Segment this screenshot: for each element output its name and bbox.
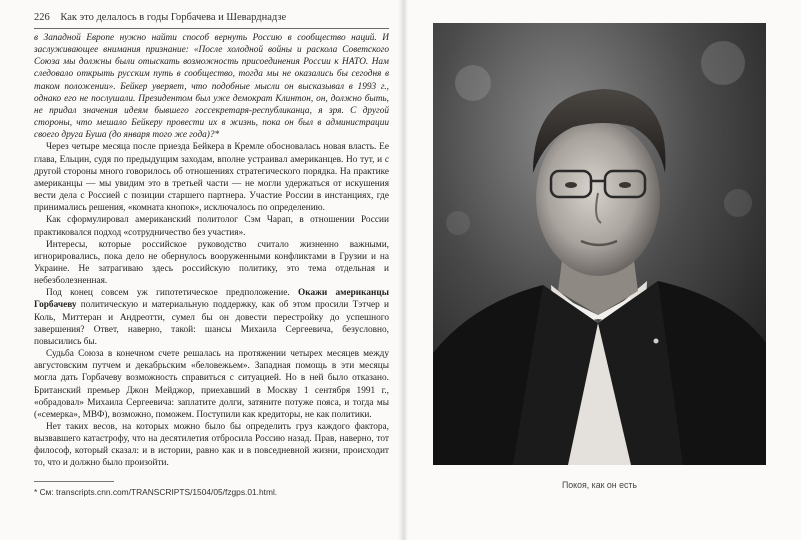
- portrait-photo: [433, 23, 766, 465]
- footnote-rule: [34, 481, 114, 482]
- right-page: [405, 0, 801, 540]
- paragraph-2: Через четыре месяца после приезда Бейкера в Кремле обосновалась новая власть. Ее глава, Ельцин, судя по предыдущим заходам, вполне устраивал американцев. Но тут, и с другой стороны много говорилось об отношениях стратегического порядка. На практике американцы — мы увидим это в третьей части — не могли удержаться от искушения вести дела с Россией с позиции старшего партнера. Участие России в инстанциях, где принимались решения, «комната кнопок», исключалось по определению.: [34, 142, 389, 214]
- paragraph-5-start: Под конец совсем уж гипотетическое предположение.: [46, 288, 299, 299]
- paragraph-3: Как сформулировал американский политолог Сэм Чарап, в отношении России практиковался подход «сотрудничество без участия».: [34, 215, 389, 238]
- paragraph-4: Интересы, которые российское руководство считало жизненно важными, игнорировались, пока дело не обернулось вооруженными конфликтами в Грузии и на Украине. Не затрагиваю здесь российскую политику, это тема отдельная и небезболезненная.: [34, 239, 389, 287]
- page-number: 226: [34, 12, 50, 23]
- footnote: * См: transcripts.cnn.com/TRANSCRIPTS/1504/05/fzgps.01.html.: [34, 487, 278, 497]
- paragraph-6: Судьба Союза в конечном счете решалась на протяжении четырех месяцев между августовским путчем и декабрьским «беловежьем». Западная помощь в эти месяцы могла дать Горбачеву возможность справиться с ситуацией. Но в ней было отказано. Британский премьер Джон Мейджор, приехавший в Москву 1 сентября 1991 г., «обрадовал» Михаила Сергеевича: заплатите долги, затяните потуже пояса, и тогда мы («семерка», МВФ), возможно, поможем. Поступили как кредиторы, не как политики.: [34, 349, 389, 420]
- running-head-title: Как это делалось в годы Горбачева и Шеварднадзе: [60, 12, 287, 23]
- running-head: [34, 12, 394, 23]
- photo-caption: Покоя, как он есть: [561, 480, 638, 490]
- portrait-illustration: [433, 23, 766, 465]
- body-text: [34, 32, 389, 470]
- paragraph-5-end: политическую и материальную поддержку, как об этом просили Тэтчер и Коль, Миттеран и Андреотти, сумел бы он довести перестройку до успешного завершения? Ответ, наверно, такой: шансы Михаила Сергеевича, безусловно, повысились бы.: [34, 300, 389, 347]
- paragraph-7: Нет таких весов, на которых можно было бы определить груз каждого фактора, вызвавшего катастрофу, что на десятилетия отбросила Россию назад. Прав, наверно, тот философ, который сказал: и в истории, равно как и в повседневной жизни, происходит то, что и должно было произойти.: [34, 422, 389, 469]
- paragraph-5: [34, 287, 389, 348]
- left-page: [0, 0, 400, 540]
- paragraph-5-bold: Окажи американцы Горбачеву: [34, 288, 389, 311]
- paragraph-1: в Западной Европе нужно найти способ вернуть Россию в сообщество наций. И заслуживающее внимания признание: «После холодной войны и раскола Советского Союза мы должны были отыскать возможность присоединения России к НАТО. Нам следовало открыть русским путь в сообщество, тогда мы не оказались бы сегодня в таком положении». Бейкер уверяет, что подобные мысли он высказывал в 1993 г., однако его не послушали. Президентом был уже демократ Клинтон, он, должно быть, не придал значения идеям бывшего госсекретаря-республиканца, я зря. С другой стороны, что мешало Бейкеру провести их в жизнь, пока он был в администрации своего друга Буша (до января того же года)?*: [34, 33, 389, 141]
- header-rule: [34, 28, 389, 29]
